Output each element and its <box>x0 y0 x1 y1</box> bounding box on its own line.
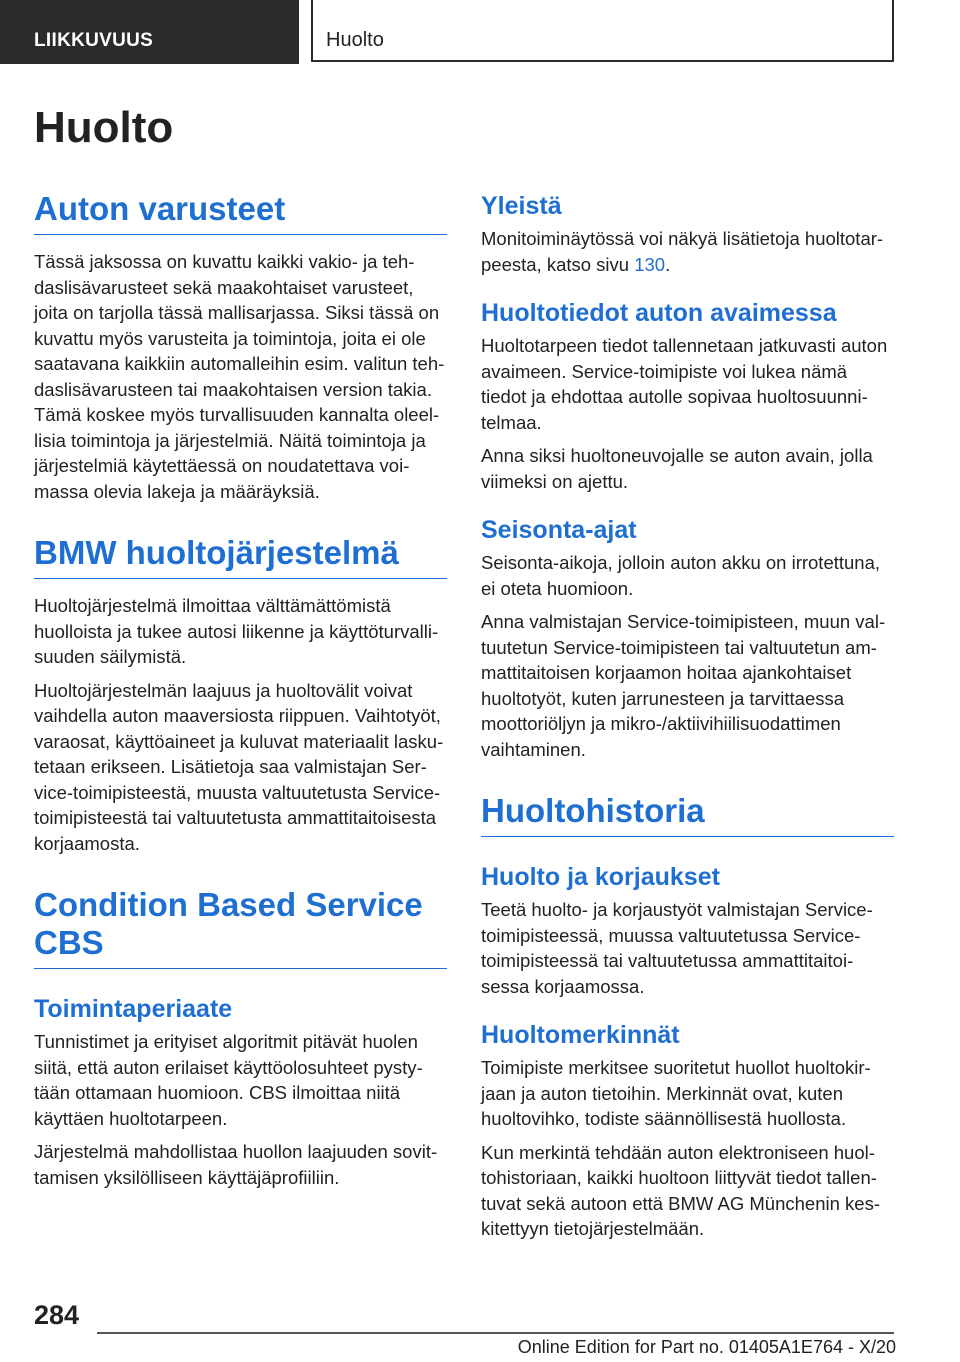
paragraph-merkinnat-1: Toimipiste merkitsee suoritetut huollot huoltokirjaan ja auton tietoihin. Merkinnät ovat, kuten huoltovihko, todiste säännöllisestä huollosta. <box>481 1057 871 1129</box>
page-title: Huolto <box>34 103 174 152</box>
header-section-tab <box>0 0 299 64</box>
paragraph-seisonta-2: Anna valmistajan Service-toimipisteen, muun valtuutetun Service-toimipisteen tai valtuutetun ammattitaitoisen korjaamon hoitaa ajankohtaiset huoltotyöt, kuten jarrunesteen ja tarvittaessa moottoriöljyn ja mikro-/aktiivihiilisuodattimen vaihtaminen. <box>481 611 886 760</box>
heading-auton-varusteet: Auton varusteet <box>34 190 447 235</box>
paragraph-cbs-1: Tunnistimet ja erityiset algoritmit pitävät huolen siitä, että auton erilaiset käyttöolosuhteet pystytään ottamaan huomioon. CBS ilmoittaa niitä käyttäen huoltotarpeen. <box>34 1031 423 1129</box>
subheading-huolto-ja-korjaukset: Huolto ja korjaukset <box>481 863 720 891</box>
paragraph-bmw-1: Huoltojärjestelmä ilmoittaa välttämättömistä huolloista ja tukee autosi liikenne ja käyttöturvallisuuden säilymistä. <box>34 595 439 667</box>
footer-edition-text: Online Edition for Part no. 01405A1E764 - X/20 <box>517 1337 896 1357</box>
page-link-130[interactable]: 130 <box>634 253 666 275</box>
header-chapter-label: Huolto <box>326 29 384 51</box>
paragraph-cbs-2: Järjestelmä mahdollistaa huollon laajuuden sovittamisen yksilölliseen käyttäjäprofiiliin. <box>34 1141 438 1188</box>
heading-bmw-huoltojarjestelma: BMW huoltojärjestelmä <box>34 534 447 579</box>
footer-rule <box>97 1332 894 1334</box>
paragraph-yleista-end: . <box>665 253 671 275</box>
paragraph-avaimessa-1: Huoltotarpeen tiedot tallennetaan jatkuvasti auton avaimeen. Service-toimipiste voi lukea nämä tiedot ja ehdottaa autolle sopivaa huoltosuunnitelmaa. <box>481 335 888 433</box>
subheading-yleista: Yleistä <box>481 192 562 220</box>
header-section-label: LIIKKUVUUS <box>34 30 154 51</box>
heading-cbs: Condition Based Service CBS <box>34 886 447 969</box>
paragraph-korjaukset: Teetä huolto- ja korjaustyöt valmistajan Service-toimipisteessä, muussa valtuutetussa Service-toimipisteessä tai valtuutetussa ammattitaitoisessa korjaamossa. <box>481 899 873 997</box>
paragraph-bmw-2: Huoltojärjestelmän laajuus ja huoltovälit voivat vaihdella auton maaversiosta riippuen. Vaihtotyöt, varaosat, käyttöaineet ja kuluvat materiaalit laskutetaan erikseen. Lisätietoja saa valmistajan Service-toimipisteestä, muusta valtuutetusta Service-toimipisteestä tai valtuutetusta ammattitaitoisesta korjaamosta. <box>34 679 444 854</box>
right-column <box>481 190 894 1242</box>
paragraph-merkinnat-2: Kun merkintä tehdään auton elektroniseen huoltohistoriaan, kaikki huoltoon liittyvät tiedot tallentuvat sekä autoon että BMW AG Münchenin keskitettyyn tietojärjestelmään. <box>481 1141 880 1239</box>
left-column <box>34 190 447 1190</box>
subheading-huoltotiedot-avaimessa: Huoltotiedot auton avaimessa <box>481 299 837 327</box>
paragraph-yleista <box>481 226 894 277</box>
heading-huoltohistoria: Huoltohistoria <box>481 792 894 837</box>
header-chapter-tab <box>311 0 894 62</box>
subheading-huoltomerkinnat: Huoltomerkinnät <box>481 1021 680 1049</box>
paragraph-auton-varusteet: Tässä jaksossa on kuvattu kaikki vakio- ja tehdaslisävarusteet sekä maakohtaiset varusteet, joita on tarjolla tässä mallisarjassa. Siksi tässä on kuvattu myös varusteita ja toimintoja, joita ei ole saatavana kaikkiin automalleihin esim. valitun tehdaslisävarusteen tai maakohtaisen version takia. Tämä koskee myös turvallisuuden kannalta oleellisia toimintoja ja järjestelmiä. Näitä toimintoja ja järjestelmiä käytettäessä on noudatettava voimassa olevia lakeja ja määräyksiä. <box>34 251 445 502</box>
subheading-toimintaperiaate: Toimintaperiaate <box>34 995 233 1023</box>
page-number: 284 <box>34 1300 80 1330</box>
paragraph-yleista-text: Monitoiminäytössä voi näkyä lisätietoja huoltotarpeesta, katso sivu <box>481 228 884 275</box>
paragraph-seisonta-1: Seisonta-aikoja, jolloin auton akku on irrotettuna, ei oteta huomioon. <box>481 552 881 599</box>
subheading-seisonta-ajat: Seisonta-ajat <box>481 516 637 544</box>
paragraph-avaimessa-2: Anna siksi huoltoneuvojalle se auton avain, jolla viimeksi on ajettu. <box>481 445 873 492</box>
